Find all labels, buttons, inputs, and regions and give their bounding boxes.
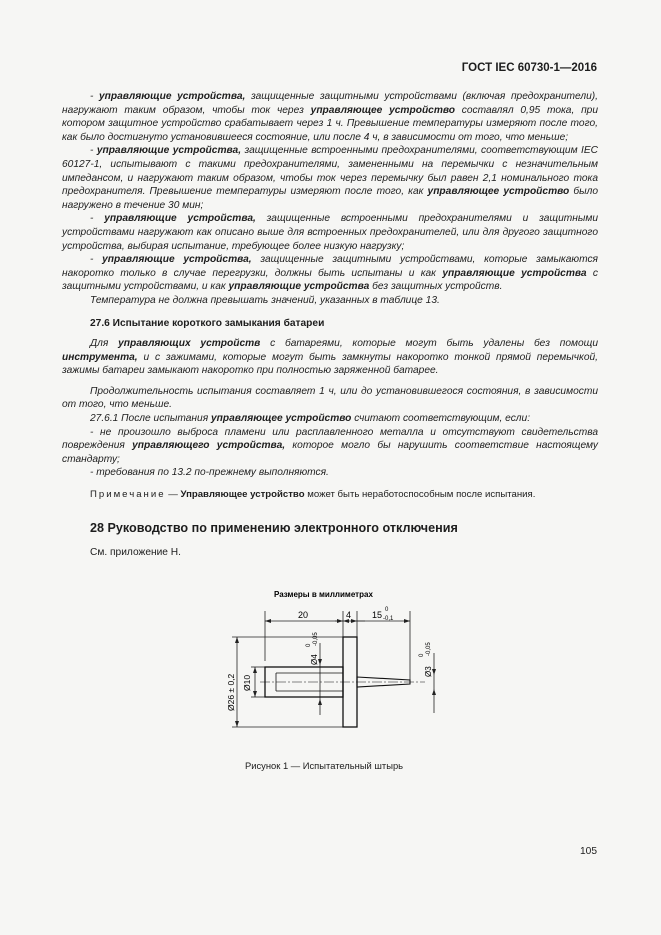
note: Примечание — Управляющее устройство может быть неработоспособным после испытания. xyxy=(90,489,536,501)
paragraph-no-flame: - не произошло выброса пламени или расплавленного металла и отсутствуют свидетельства повреждения управляющего устройства, которое могло бы нарушить соответствие настоящему стандарту; xyxy=(62,426,598,465)
paragraph-test-duration: Продолжительность испытания составляет 1 ч, или до установившегося состояния, в зависимости от того, что меньше. xyxy=(62,385,598,411)
paragraph-fuses-and-protective: - управляющие устройства, защищенные встроенными предохранителями и защитными устройствами нагружают как описано выше для встроенных предохранителей, или для другого защитного устройства, выбирая испытание, требующее более низкую нагрузку; xyxy=(62,213,598,252)
dim-d10-label: Ø10 xyxy=(242,674,252,691)
dim-d3-tol-upper: 0 xyxy=(419,653,425,657)
standard-header: ГОСТ IEC 60730-1—2016 xyxy=(461,62,597,74)
paragraph-builtin-fuses: - управляющие устройства, защищенные встроенными предохранителями, соответствующим IEC 60127-1, испытывают с такими предохранителями, замененными на перемычки с незначительным импедансом, и нагружают таким образом, чтобы ток через перемычку был равен 2,1 номинального тока предохранителя. Превышение температуры измеряют после того, как управляющее устройство было нагружено в течение 30 мин; xyxy=(62,145,599,211)
dim-d4-tol-upper: 0 xyxy=(306,643,312,647)
paragraph-27-6-1: 27.6.1 После испытания управляющее устройство считают соответствующим, если: xyxy=(90,413,531,425)
dim-4-label: 4 xyxy=(346,610,352,620)
see-annex-text: См. приложение H. xyxy=(90,547,181,558)
subsection-heading-27-6: 27.6 Испытание короткого замыкания батареи xyxy=(90,317,325,329)
test-pin-drawing xyxy=(210,583,450,743)
dim-20-label: 20 xyxy=(298,610,309,620)
paragraph-requirements-13-2: - требования по 13.2 по-прежнему выполняются. xyxy=(90,467,329,479)
section-heading-28: 28 Руководство по применению электронного отключения xyxy=(90,521,458,535)
dim-15-tol-upper: 0 xyxy=(385,607,389,613)
dim-d3-tol-lower: -0,05 xyxy=(426,642,432,656)
dim-15-tol-lower: -0,1 xyxy=(383,616,394,622)
paragraph-shorting-protective: - управляющие устройства, защищенные защитными устройствами, которые замыкаются накоротко только в случае перегрузки, должны быть испытаны и как управляющие устройства с защитными устройствами, и как управляющие устройства без защитных устройств. xyxy=(62,254,598,293)
units-note: Размеры в миллиметрах xyxy=(274,590,373,599)
body-text xyxy=(62,90,598,502)
paragraph-temperature-limit: Температура не должна превышать значений, указанных в таблице 13. xyxy=(90,294,440,306)
dim-15-label: 15 xyxy=(372,610,383,620)
dim-d3-label: Ø3 xyxy=(424,666,433,677)
paragraph-battery-short: Для управляющих устройств с батареями, которые могут быть удалены без помощи инструмента, и с зажимами, которые могут быть замкнуты накоротко тонкой прямой перемычкой, зажимы батареи замыкают накоротко при полностью заряженной батарее. xyxy=(62,338,598,377)
dim-d26-label: Ø26 ± 0,2 xyxy=(226,673,236,711)
page-number: 105 xyxy=(580,846,597,857)
dim-d4-label: Ø4 xyxy=(310,654,319,665)
dim-d4-tol-lower: -0,05 xyxy=(313,632,319,646)
paragraph-fuse-protected: - управляющие устройства, защищенные защитными устройствами (включая предохранители), нагружают таким образом, чтобы ток через управляющее устройство составлял 0,95 тока, при котором защитное устройство срабатывает через 1 ч. Превышение температуры измеряют после того, как было достигнуто установившееся состояние, или после 4 ч, в зависимости от того, что меньше; xyxy=(62,91,599,143)
figure-caption: Рисунок 1 — Испытательный штырь xyxy=(245,760,404,771)
